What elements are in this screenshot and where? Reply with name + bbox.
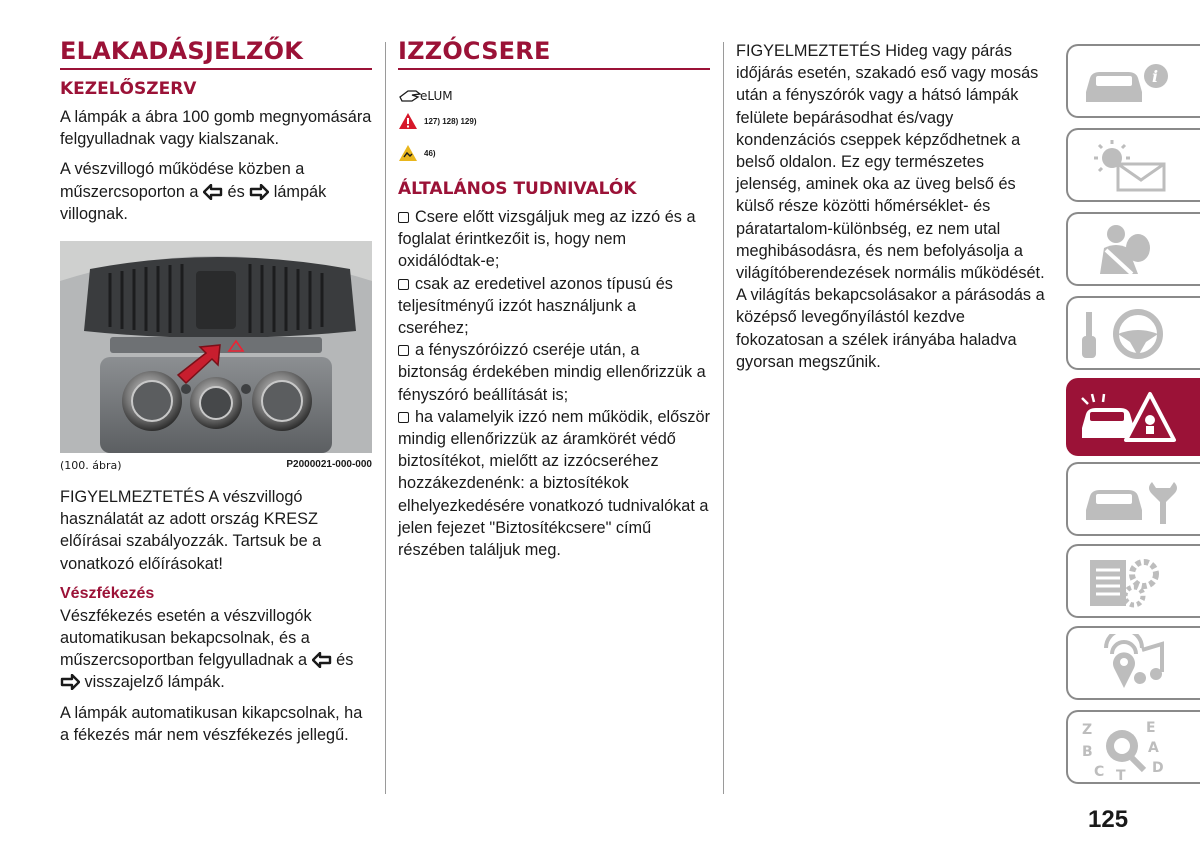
svg-text:D: D [1152,760,1164,776]
column-divider [723,42,724,794]
tab-technical-data[interactable] [1066,544,1200,618]
caution-reference-row [398,142,710,164]
column-2 [398,36,710,561]
bullet-item: ha valamelyik izzó nem működik, először mindig ellenőrizzük az áramkörét védő biztosítékot, mielőtt az izzócseréhez hozzákezdenénk: a biztosítékok elhelyezkedésére vonatkozó tudnivalókat a jelen fejezet "Biztosítékcsere" című részében találjuk meg. [398,407,710,560]
checkbox-bullet-icon [398,279,409,290]
tab-car-info[interactable] [1066,44,1200,118]
emergency-icon [1076,386,1188,452]
caution-references: 46) [424,148,436,158]
column-divider [385,42,386,794]
bullet-item: Csere előtt vizsgáljuk meg az izzó és a foglalat érintkezőit is, hogy nem oxidálódtak-e; [398,208,696,271]
figure-number: (100. ábra) [60,459,122,473]
svg-text:T: T [1116,768,1126,780]
svg-text:C: C [1094,764,1105,780]
tab-emergency[interactable] [1066,378,1200,456]
bullet-item: csak az eredetivel azonos típusú és teljesítményű izzót használjunk a cseréhez; [398,274,673,338]
bullet-item: a fényszóróizzó cseréje után, a biztonság érdekében mindig ellenőrizzük a fényszóró beállítását is; [398,341,706,404]
svg-text:E: E [1146,720,1156,736]
left-turn-arrow-icon [312,652,332,668]
warning-triangle-icon [398,112,418,130]
column-3 [736,40,1048,381]
tab-multimedia[interactable] [1066,626,1200,700]
technical-data-icon [1076,552,1188,612]
tab-driving[interactable] [1066,296,1200,370]
column-1 [60,36,372,754]
svg-text:A: A [1148,740,1159,756]
paragraph-lamps: A lámpák a ábra 100 gomb megnyomására felgyulladnak vagy kialszanak. [60,108,372,149]
section-subtitle-altalanos: ÁLTALÁNOS TUDNIVALÓK [398,179,637,199]
page-number: 125 [1088,806,1129,833]
right-turn-arrow-icon [60,674,80,690]
tab-index[interactable] [1066,710,1200,784]
multimedia-icon [1076,634,1188,694]
section-title-izzocsere: IZZÓCSERE [398,36,710,70]
checkbox-bullet-icon [398,345,409,356]
warning-hazard-usage: FIGYELMEZTETÉS A vészvillogó használatát az adott ország KRESZ előírásai szabályozzák. Tartsuk be a vonatkozó előírásokat! [60,488,322,573]
warning-reference-row [398,110,710,132]
warning-condensation: FIGYELMEZTETÉS Hideg vagy párás időjárás esetén, szakadó eső vagy mosás után a fényszórók vagy a hátsó lámpák felülete bepárásodhat és/vagy kondenzációs cseppek képződhetnek a belső oldalon. Ez egy természetes jelenség, aminek oka az üveg belső és külső része közötti hőmérséklet- és páratartalom-különbség, ez nem utal meghibásodásra, és nem befolyásolja a világítóberendezések normális működését. A világítás bekapcsolásakor a párásodás a középső levegőnyílástól kezdve fokozatosan a szélek irányába haladva gyorsan megszűnik. [736,42,1045,371]
right-turn-arrow-icon [249,184,269,200]
car-info-icon [1076,52,1188,112]
figure-caption [60,459,372,472]
safety-icon [1076,220,1188,280]
index-icon [1076,718,1188,780]
svg-text:B: B [1082,744,1093,760]
eco-hand-icon [398,83,454,105]
paragraph-hazard-indicators: A vészvillogó működése közben a műszercsoporton a és lámpák villognak. [60,160,327,223]
figure-hazard-switch-photo [60,241,372,453]
warning-references: 127) 128) 129) [424,116,477,126]
tab-maintenance[interactable] [1066,462,1200,536]
svg-text:Z: Z [1082,722,1093,738]
driving-icon [1076,304,1188,364]
warning-lights-icon [1076,136,1188,196]
checkbox-bullet-icon [398,212,409,223]
section-title-elakadasjelzok: ELAKADÁSJELZŐK [60,36,372,70]
left-turn-arrow-icon [203,184,223,200]
maintenance-icon [1076,470,1188,530]
caution-triangle-icon [398,144,418,162]
tab-safety[interactable] [1066,212,1200,286]
figure-code: P2000021-000-000 [286,459,372,471]
tab-warning-lights[interactable] [1066,128,1200,202]
paragraph-emergency-braking: Vészfékezés esetén a vészvillogók automatikusan bekapcsolnak, és a műszercsoportban felgyulladnak a és visszajelző lámpák. [60,606,354,692]
eco-symbol [398,78,710,110]
subheading-veszfekezes: Vészfékezés [60,584,155,602]
section-subtitle-kezeloszerv: KEZELŐSZERV [60,79,197,99]
svg-text:i: i [1152,67,1159,86]
paragraph-auto-off: A lámpák automatikusan kikapcsolnak, ha a fékezés már nem vészfékezés jellegű. [60,703,363,744]
checkbox-bullet-icon [398,412,409,423]
svg-text:eLUM: eLUM [420,89,453,103]
